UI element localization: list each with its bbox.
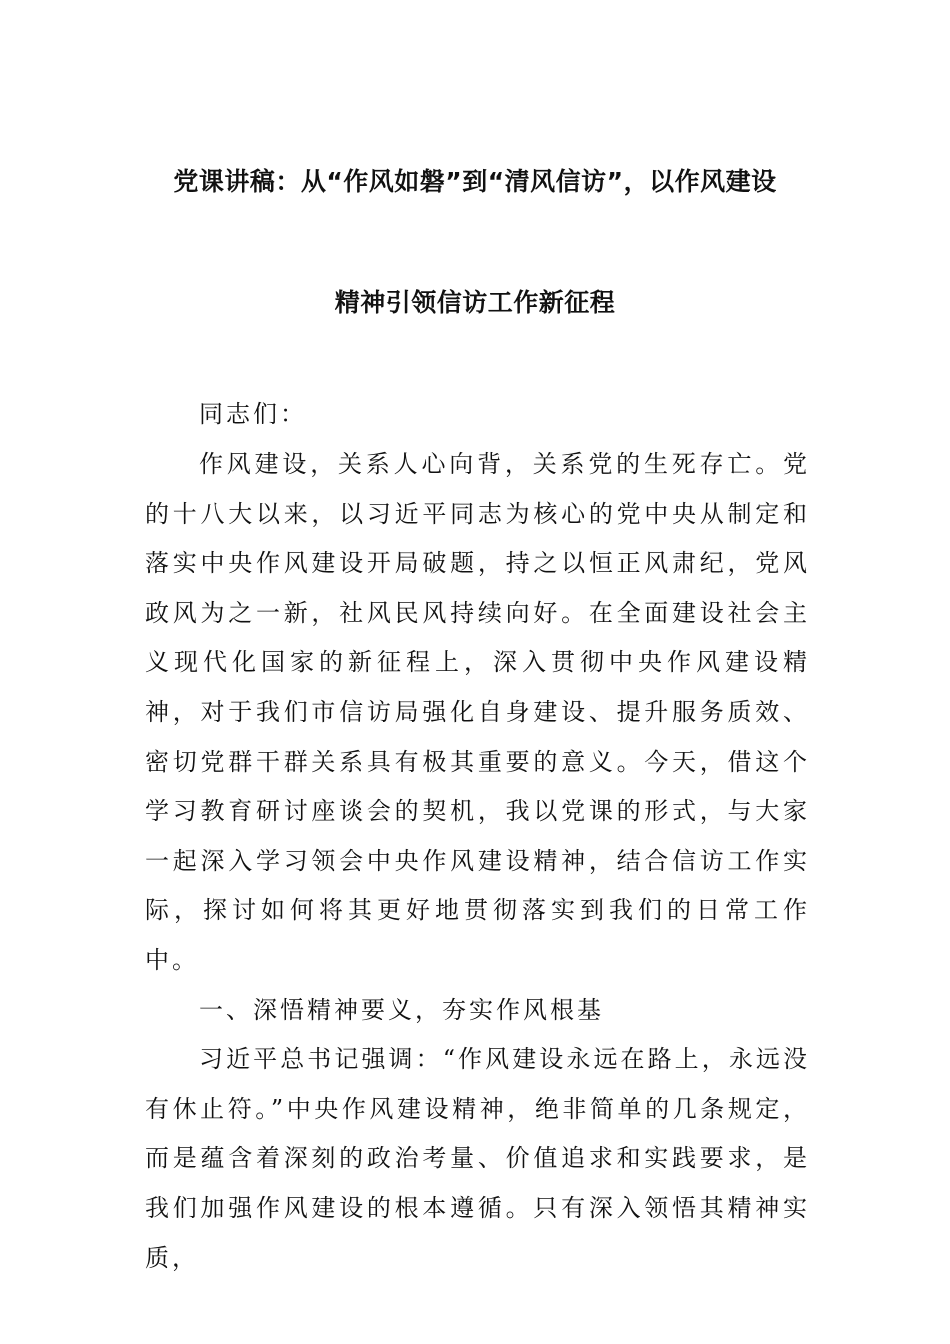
paragraph-section-1: 习近平总书记强调：“作风建设永远在路上，永远没有休止符。”中央作风建设精神，绝非简单的几条规定，而是蕴含着深刻的政治考量、价值追求和实践要求，是我们加强作风建设的根本遵循。只有深入领悟其精神实质， (145, 1045, 810, 1272)
document-body (145, 440, 810, 1283)
document-title-line-2: 精神引领信访工作新征程 (334, 288, 616, 317)
section-heading-1: 一、深悟精神要义，夯实作风根基 (199, 995, 604, 1024)
document-title-line-1: 党课讲稿：从“作风如磐”到“清风信访”，以作风建设 (173, 167, 777, 196)
document-body-greeting (145, 390, 810, 440)
paragraph-intro: 作风建设，关系人心向背，关系党的生死存亡。党的十八大以来，以习近平同志为核心的党中央从制定和落实中央作风建设开局破题，持之以恒正风肃纪，党风政风为之一新，社风民风持续向好。在全面建设社会主义现代化国家的新征程上，深入贯彻中央作风建设精神，对于我们市信访局强化自身建设、提升服务质效、密切党群干群关系具有极其重要的意义。今天，借这个学习教育研讨座谈会的契机，我以党课的形式，与大家一起深入学习领会中央作风建设精神，结合信访工作实际，探讨如何将其更好地贯彻落实到我们的日常工作中。 (145, 450, 810, 974)
greeting: 同志们： (199, 400, 307, 428)
